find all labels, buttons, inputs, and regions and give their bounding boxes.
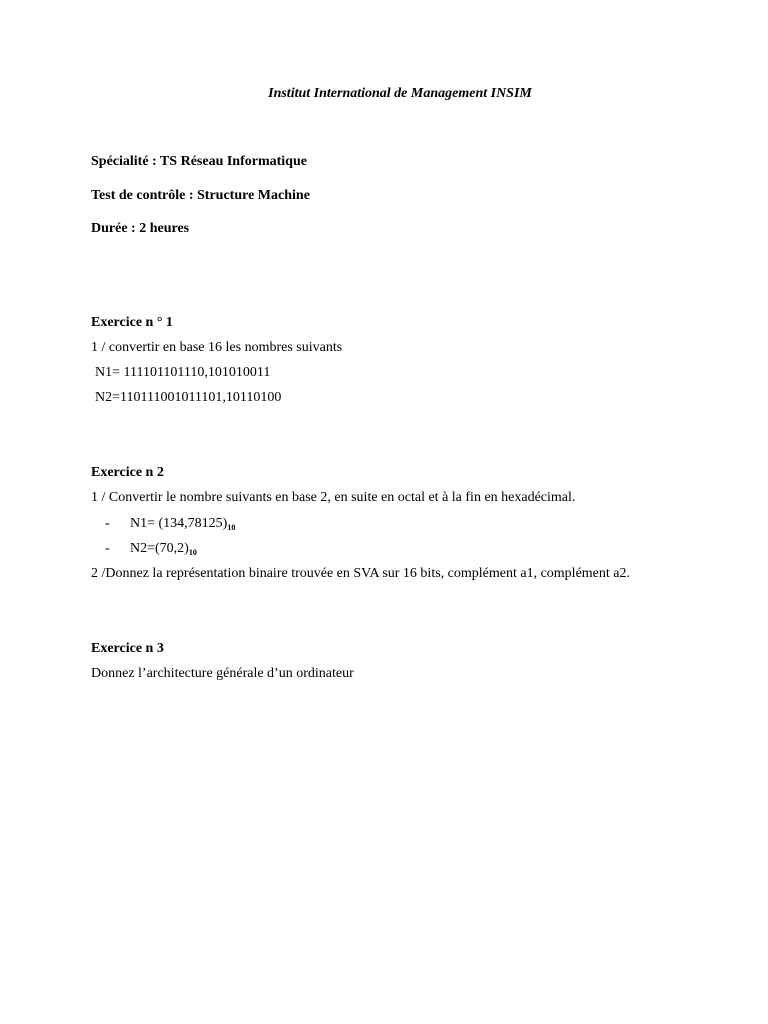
exercise2-question1: 1 / Convertir le nombre suivants en base 2, en suite en octal et à la fin en hexadécimal.	[91, 490, 576, 505]
exercise2-n2-value: N2=(70,2)	[130, 541, 189, 556]
exercise2-title: Exercice n 2	[91, 465, 164, 480]
bullet-dash: -	[105, 516, 110, 531]
exercise3-question: Donnez l’architecture générale d’un ordinateur	[91, 666, 354, 681]
test-line: Test de contrôle : Structure Machine	[91, 188, 310, 203]
exercise2-n2	[130, 540, 197, 558]
exercise3-title: Exercice n 3	[91, 641, 164, 656]
specialite-line: Spécialité : TS Réseau Informatique	[91, 154, 307, 169]
exercise2-n1	[130, 515, 235, 533]
exercise2-n1-base: 10	[227, 523, 236, 532]
bullet-dash: -	[105, 541, 110, 556]
exercise1-n1: N1= 111101101110,101010011	[95, 365, 271, 380]
institution-title: Institut International de Management INSIM	[268, 86, 532, 101]
exercise2-n1-value: N1= (134,78125)	[130, 516, 228, 531]
exercise2-n2-base: 10	[188, 548, 197, 557]
exercise2-question2: 2 /Donnez la représentation binaire trouvée en SVA sur 16 bits, complément a1, complément a2.	[91, 566, 630, 581]
exercise1-n2: N2=110111001011101,10110100	[95, 390, 282, 405]
exercise1-question: 1 / convertir en base 16 les nombres suivants	[91, 340, 343, 355]
duree-line: Durée : 2 heures	[91, 221, 190, 236]
exercise1-title: Exercice n ° 1	[91, 315, 173, 330]
